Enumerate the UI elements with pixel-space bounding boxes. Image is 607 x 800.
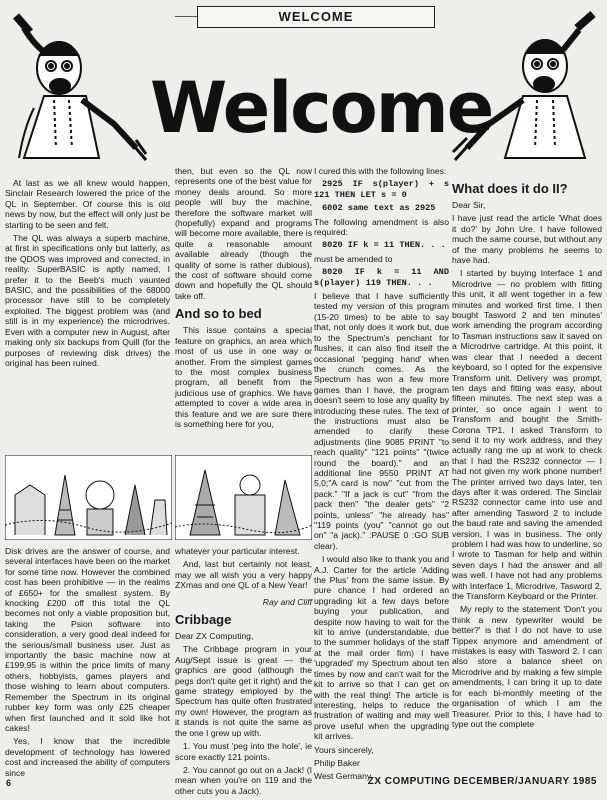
cartoon-man-left-icon [4, 8, 154, 168]
column-2-lower [175, 546, 312, 799]
col2-paragraph: The Cribbage program in your Aug/Sept issue is great — the graphics are good (although the pegs don't quite get it right) and the game strategy employed by the Spectrum has quite often frustrated my own! However, the program as it stands is not quite the same as the one I grew up with. [175, 644, 312, 738]
col4-paragraph: Dear Sir, [452, 200, 486, 210]
col2-paragraph: And, last but certainly not least, may we all wish you a very happy ZXmas and one QL of a New Year! [175, 559, 312, 591]
signature: Ray and Cliff [262, 596, 312, 607]
col4-paragraph: My reply to the statement 'Don't you think a new typewriter would be better?' is that I do not have to use Tippex anymore and amendment of mistakes is easy with Tasword 2. I can also store a balance sheet on Microdrive and by making a few simple amendments, I can bring it up to date for each bi-monthly meeting of the organisation of which I am the Treasurer. Prior to this, I have had to type out the complete [452, 604, 602, 729]
code-line: 8020 IF k = 11 THEN. . . [322, 240, 446, 251]
col3-paragraph: The following amendment is also required: [314, 216, 449, 238]
col3-paragraph: I believe that I have sufficiently tested my version of this program (15-20 times) to be able to say that, not only does it work but, due to the Spectrum's penchant for flushes, it can also find itself the occasional 'pegging hand' when the crunch comes. As the Spectrum has won a few more games than I have, the program doesn't seem to lose any quality by introducing these rules. The text of the instructions must also be amended to clarify these adjustments (line 9085 PRINT "to reach quality" "121 points" "(twice round the board)." and an additional line 9550 PRINT AT 5,0;"A card is now" "cut from the pack." "If a jack is cut" "from the pack then" "the dealer gets" "2 points, unless" "he already has" "119 points (you" "cannot go out on" "a jack)." :PAUSE 0 :GO SUB clear). [314, 291, 449, 551]
page-number: 6 [6, 778, 12, 788]
col3-paragraph: I would also like to thank you and A.J. Carter for the article 'Adding the Plus' from the same issue. By pure chance I had ordered an upgrading kit a few days before buying your publication, and despite now having to wait for the kit to arrive (understandable, due to the summer holidays of the staff at the mail order firm) I have 'upgraded' my Spectrum about ten times by now and can't wait for the kit to arrive so that I can get on with the real thing! The article is interesting, helps to reduce the frustration of waiting and may well prove useful when the upgrading kit arrives. [314, 554, 449, 742]
column-3 [314, 166, 449, 785]
code-line: 8020 IF k = 11 AND s(player) 119 THEN. . . [314, 267, 449, 288]
col2-paragraph: then, but even so the QL now represents one of the best value for money deals around. So more people will buy the machine, therefore the software market will (hopefully) expand and programs will become more available, there is quite a reasonable amount available already (though the quality of some is rather dubious), the cost of software should come down and hopefully the QL should take off. [175, 166, 312, 301]
col2-paragraph: 1. You must 'peg into the hole', ie score exactly 121 points. [175, 741, 312, 762]
heading-and-so-to-bed: And so to bed [175, 306, 262, 322]
col1-paragraph: Disk drives are the answer of course, and several interfaces have been on the market for some time now. However the combined cost has been prohibitive — in the realms of £650+ for the smallest system. By knocking £200 off this total the QL becomes not only a viable proposition but, taking the Psion software into consideration, a very good deal indeed for the serious/small business user. Just as importantly the basic machine now at £199.95 is within the price limits of many others, hobbyists, games players and those wishing to learn about computers. Remember the Spectrum in its original rubber key form was only £25 cheaper when first launched and it sold like hot cakes! [5, 546, 170, 733]
col2-paragraph: Dear ZX Computing, [175, 631, 254, 642]
column-2 [175, 166, 312, 432]
heading-cribbage: Cribbage [175, 612, 232, 628]
col2-paragraph: whatever your particular interest. [175, 546, 300, 556]
col1-paragraph: At last as we all knew would happen, Sinclair Research lowered the price of the QL in September. Of course this is old news by now, but the effect will only just be starting to be seen and felt. [5, 178, 170, 230]
col3-paragraph: Yours sincerely, [314, 744, 374, 755]
code-line: 6002 same text as 2925 [322, 203, 436, 214]
col3-paragraph: West Germany [314, 771, 372, 782]
code-line: 2925 IF s(player) + s 121 THEN LET s = 0 [314, 179, 449, 200]
heading-what-does-it-do: What does it do II? [452, 181, 568, 196]
column-1 [5, 178, 170, 371]
col3-paragraph: must be amended to [314, 253, 393, 264]
column-4 [452, 176, 602, 732]
col4-paragraph: I have just read the article 'What does it do?' by John Ure. I have followed much the same course, but without any of the many problems he seems to have had. [452, 213, 602, 266]
col4-paragraph: I started by buying Interface 1 and Microdrive — no problem with fitting this unit, it all went together in a few minutes and worked first time. I then bought Tasword 2 and ten minutes' work amending the program according to Tasman instructions saw it saved on a Microdrive cartridge. At this point, it was clear that I needed a decent keyboard, so I opted for the expensive Transform unit. Delivery was prompt, ten days and fitting was easy, about fifteen minutes. The next step was a printer, so once again I went to Transform and bought the Smith-Corona TP1. I asked Transform to send it to my work address, and they actually rang me up at work to check that I had the RS232 connector — I had not given my work phone number! The printer arrived two days later, ten days after it was ordered. The Sinclair RS232 connector came into use and after amending Tasword 2 to include the baud rate and saving the amended version, I was in business. The only problem I had was how to underline, so I wrote to Tasman for help and within seven days I had the answer and all was well. I have not had any problems with Interface 1, Microdrive, Tasword 2, the Transform Keyboard or the Printer. [452, 268, 602, 602]
col1-paragraph: The QL was always a superb machine, at first in specifications only but latterly, as the QDOS was improved and corrected, in reality. SuperBASIC is aptly named, I prefer it to the Beeb's much vaunted BASIC, and the possibilities of the 68000 processor have still to be completely exploited. The biggest problem was (and still is in my experience) the microdrives. Even with a computer new in August, after making only six backups from Quill (for the purposes of reviewing disk drives) the original has been ruined. [5, 233, 170, 368]
christmas-scene-illustration-icon [5, 455, 172, 540]
section-header: WELCOME [197, 6, 435, 28]
col2-paragraph: This issue contains a special feature on graphics, an area which most of us use in one way or another. From the simplest games to the most complex business program, all benefit from the judicious use of graphics. We have attempted to cover a wide area in this feature and we are sure there is something here for you, [175, 325, 312, 429]
page-title: Welcome [150, 67, 493, 149]
col3-paragraph: I cured this with the following lines: [314, 166, 447, 176]
col3-paragraph: Philip Baker [314, 757, 360, 768]
column-1-lower [5, 546, 170, 781]
col1-paragraph: Yes, I know that the incredible development of technology has lowered cost and increased the ability of computers since [5, 736, 170, 778]
christmas-scene-illustration-icon [175, 455, 312, 540]
magazine-footer: ZX COMPUTING DECEMBER/JANUARY 1985 [367, 776, 597, 787]
col2-paragraph: 2. You cannot go out on a Jack! (I mean when you're on 119 and the other cuts you a Jack). [175, 764, 312, 796]
